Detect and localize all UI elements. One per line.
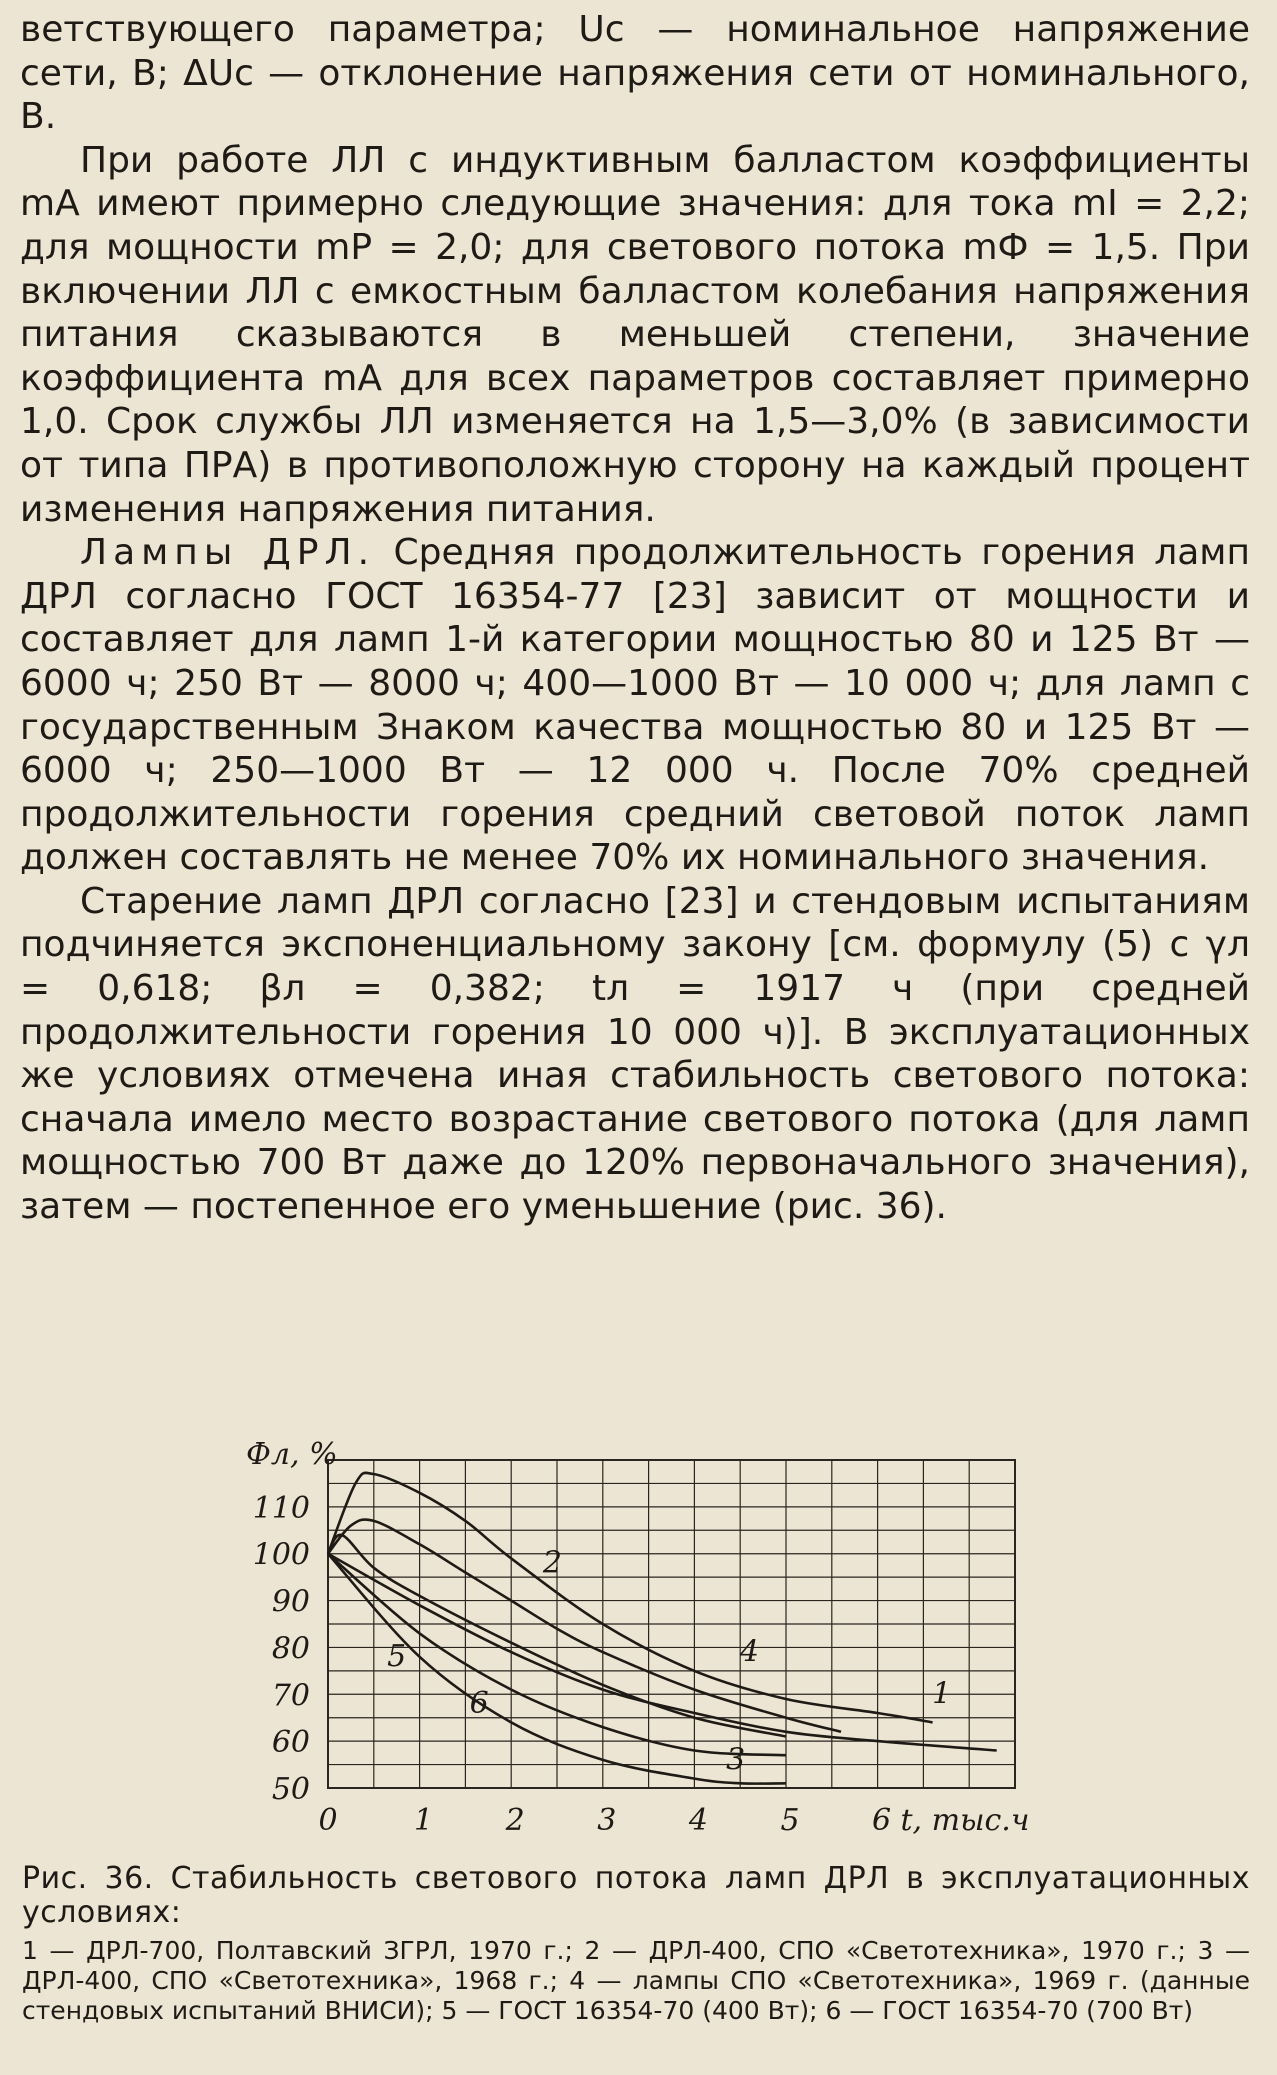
curve-label-6: 6 [469, 1686, 489, 1722]
figure-caption [22, 1862, 1250, 2026]
y-tick-label: 60 [271, 1725, 310, 1761]
x-tick-label: 6 [872, 1803, 892, 1838]
chart-curves [328, 1473, 997, 1784]
section-heading: Лампы ДРЛ. [80, 532, 376, 574]
y-tick-label: 90 [271, 1584, 310, 1620]
paragraph-3-text: Средняя продолжительность горения ламп ДРЛ согласно ГОСТ 16354-77 [23] зависит от мощности и составляет для ламп 1-й категории мощностью 80 и 125 Вт — 6000 ч; 250 Вт — 8000 ч; 400—1000 Вт — 10 000 ч; для ламп с государственным Знаком качества мощностью 80 и 125 Вт — 6000 ч; 250—1000 Вт — 12 000 ч. После 70% средней продолжительности горения средний световой поток ламп должен составлять не менее 70% их номинального значения. [20, 532, 1250, 879]
paragraph-3 [20, 531, 1250, 880]
y-tick-label: 100 [252, 1537, 310, 1573]
x-tick-label: 3 [597, 1803, 617, 1838]
chart-grid [328, 1460, 1015, 1788]
x-tick-label: 0 [318, 1803, 338, 1838]
flux-stability-chart [200, 1430, 1080, 1850]
paragraph-1: ветствующего параметра; Uс — номинальное напряжение сети, В; ΔUс — отклонение напряжения сети от номинального, В. [20, 9, 1250, 138]
curve-label-4: 4 [739, 1634, 759, 1670]
chart-labels [246, 1437, 1030, 1838]
caption-legend: 1 — ДРЛ-700, Полтавский ЗГРЛ, 1970 г.; 2 — ДРЛ-400, СПО «Светотехника», 1970 г.; 3 — ДРЛ-400, СПО «Светотехника», 1968 г.; 4 — лампы СПО «Светотехника», 1969 г. (данные стендовых испытаний ВНИСИ); 5 — ГОСТ 16354-70 (400 Вт); 6 — ГОСТ 16354-70 (700 Вт) [22, 1936, 1250, 2025]
caption-title: Рис. 36. Стабильность светового потока ламп ДРЛ в эксплуатационных условиях: [22, 1861, 1250, 1930]
series-line-5 [328, 1554, 997, 1751]
y-tick-label: 80 [271, 1631, 310, 1667]
x-tick-label: 1 [414, 1803, 434, 1838]
x-tick-label: 5 [780, 1803, 800, 1838]
x-axis-label: t, тыс.ч [900, 1803, 1030, 1838]
curve-label-5: 5 [387, 1639, 407, 1675]
paragraph-2: При работе ЛЛ с индуктивным балластом коэффициенты mA имеют примерно следующие значения: для тока mI = 2,2; для мощности mP = 2,0; для светового потока mФ = 1,5. При включении ЛЛ с емкостным балластом колебания напряжения питания сказываются в меньшей степени, значение коэффициента mA для всех параметров составляет примерно 1,0. Срок службы ЛЛ изменяется на 1,5—3,0% (в зависимости от типа ПРА) в противоположную сторону на каждый процент изменения напряжения питания. [20, 139, 1250, 530]
y-tick-label: 50 [271, 1772, 310, 1807]
series-line-2 [328, 1520, 841, 1732]
chart-ticks [253, 1491, 891, 1838]
body-text [20, 8, 1250, 1229]
y-tick-label: 70 [271, 1678, 310, 1714]
x-tick-label: 2 [505, 1803, 525, 1838]
paragraph-4: Старение ламп ДРЛ согласно [23] и стендовым испытаниям подчиняется экспоненциальному закону [см. формулу (5) с γл = 0,618; βл = 0,382; tл = 1917 ч (при средней продолжительности горения 10 000 ч)]. В эксплуатационных же условиях отмечена иная стабильность светового потока: сначала имело место возрастание светового потока (для ламп мощностью 700 Вт даже до 120% первоначального значения), затем — постепенное его уменьшение (рис. 36). [20, 880, 1250, 1228]
y-axis-label: Фл, % [246, 1437, 338, 1472]
x-tick-label: 4 [688, 1803, 708, 1838]
series-line-1 [328, 1473, 933, 1723]
y-tick-label: 110 [252, 1490, 310, 1526]
curve-label-1: 1 [932, 1676, 952, 1712]
curve-label-3: 3 [726, 1742, 746, 1778]
curve-label-2: 2 [542, 1545, 562, 1581]
